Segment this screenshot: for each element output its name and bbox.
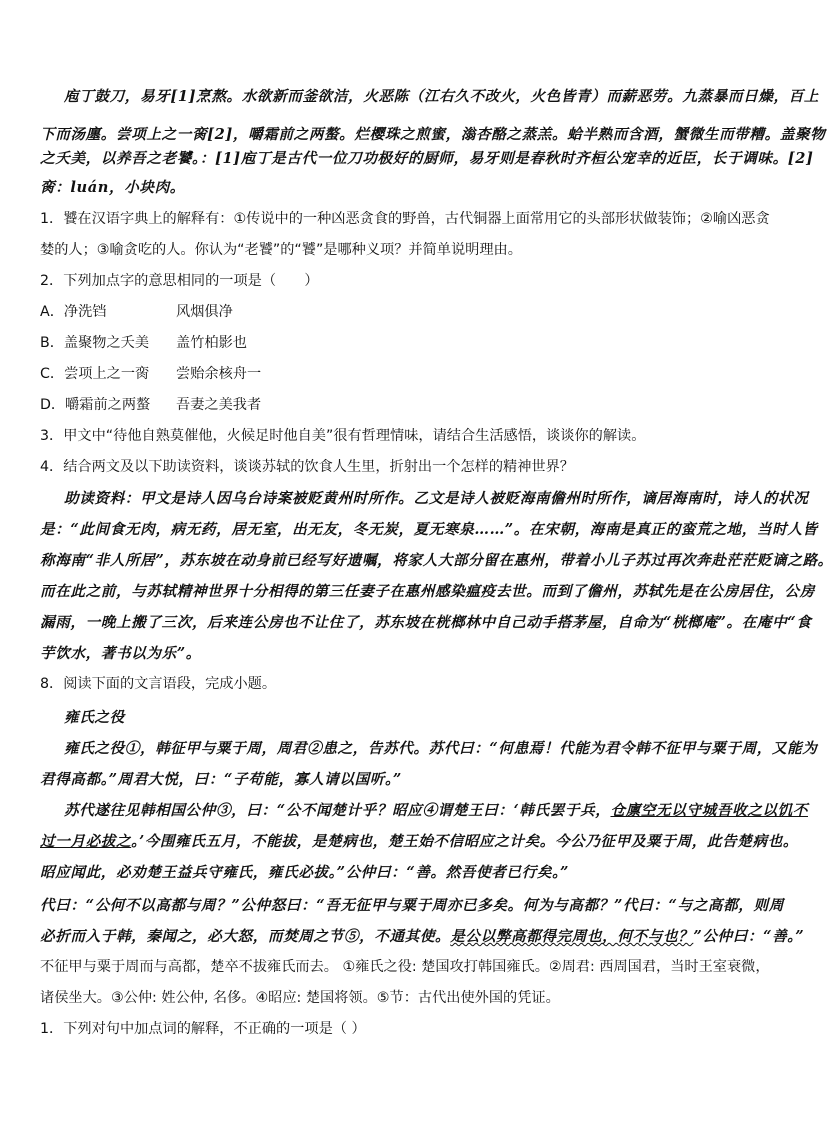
- passage-line: 下而汤廛。尝项上之一脔[2]，嚼霜前之两螯。烂樱珠之煎蜜，滃杏酪之蒸羔。蛤半熟而含酒，蟹微生而带糟。盖聚物: [40, 126, 826, 143]
- question-1-cont: 婪的人；③喻贪吃的人。你认为“老饕”的“饕”是哪种义项？并简单说明理由。: [40, 242, 522, 258]
- option-pair: 盖竹柏影也: [176, 335, 247, 351]
- option-pair: 风烟俱净: [176, 304, 233, 320]
- question-3: 3．甲文中“待他自熟莫催他，火候足时他自美”很有哲理情味，请结合生活感悟，谈谈你的解读。: [40, 428, 646, 444]
- option-b: [40, 332, 760, 352]
- question-8-1: 1．下列对句中加点词的解释，不正确的一项是（ ）: [40, 1021, 366, 1037]
- classical-text-line: [40, 830, 799, 851]
- classical-text-line: [40, 925, 805, 946]
- passage-line: 庖丁鼓刀，易牙[1]烹熬。水欲新而釜欲洁，火恶陈（江右久不改火，火色皆青）而薪恶劳。九蒸暴而日燥，百上: [64, 88, 820, 105]
- option-c: [40, 363, 760, 383]
- reading-aid-line: 是：“此间食无肉，病无药，居无室，出无友，冬无炭，夏无寒泉……”。在宋朝，海南是真正的蛮荒之地，当时人皆: [40, 521, 818, 538]
- text-segment: 苏代遂往见韩相国公仲③，曰：“公不闻楚计乎？昭应④谓楚王曰：‘韩氏罢于兵，: [64, 802, 611, 819]
- classical-text-line: 昭应闻此，必劝楚王益兵守雍氏，雍氏必拔。”公仲曰：“善。然吾使者已行矣。”: [40, 864, 569, 881]
- wavy-underlined-sentence: 是公以弊高都得完周也，何不与也？: [450, 928, 694, 945]
- option-pair: 吾妻之美我者: [176, 397, 262, 413]
- text-segment: 。’今围雍氏五月，不能拔，是楚病也，楚王始不信昭应之计矣。今公乃征甲及粟于周，此告楚病也。: [131, 833, 799, 850]
- option-a: [40, 301, 760, 321]
- underlined-sentence: 过一月必拔之: [40, 833, 132, 850]
- passage-line: 脔：luán，小块肉。: [40, 179, 185, 196]
- classical-text-title: 雍氏之役: [64, 709, 125, 726]
- underlined-sentence: 仓廪空无以守城吾收之以饥不: [610, 802, 808, 819]
- reading-aid-line: 称海南“非人所居”，苏东坡在动身前已经写好遗嘱，将家人大部分留在惠州，带着小儿子苏过再次奔赴茫茫贬谪之路。: [40, 552, 833, 569]
- text-segment: ”公仲曰：“善。”: [693, 928, 805, 945]
- passage-line: 之夭美，以养吾之老饕。：[1]庖丁是古代一位刀功极好的厨师，易牙则是春秋时齐桓公宠幸的近臣，长于调味。[2]: [40, 150, 814, 167]
- option-label: C．尝项上之一脔: [40, 366, 150, 382]
- reading-aid-line: 助读资料：甲文是诗人因乌台诗案被贬黄州时所作。乙文是诗人被贬海南儋州时所作，谪居海南时，诗人的状况: [64, 490, 809, 507]
- option-pair: 尝贻余核舟一: [176, 366, 262, 382]
- option-d: [40, 394, 760, 414]
- classical-text-line: 君得高都。”周君大悦，曰：“子苟能，寡人请以国听。”: [40, 771, 402, 788]
- option-label: A．净洗铛: [40, 304, 107, 320]
- section-8-intro: 8．阅读下面的文言语段，完成小题。: [40, 676, 277, 692]
- classical-text-notes: 诸侯坐大。③公仲: 姓公仲, 名侈。④昭应: 楚国将领。⑤节：古代出使外国的凭证。: [40, 990, 560, 1006]
- question-4: 4．结合两文及以下助读资料，谈谈苏轼的饮食人生里，折射出一个怎样的精神世界？: [40, 459, 574, 475]
- classical-text-line: 代曰：“公何不以高都与周？”公仲怒曰：“吾无征甲与粟于周亦已多矣。何为与高都？”代曰：“与之高都，则周: [40, 897, 784, 914]
- question-1: 1．饕在汉语字典上的解释有：①传说中的一种凶恶贪食的野兽，古代铜器上面常用它的头部形状做装饰；②喻凶恶贪: [40, 211, 770, 227]
- reading-aid-line: 漏雨，一晚上搬了三次，后来连公房也不让住了，苏东坡在桄榔林中自己动手搭茅屋，自命为“桄榔庵”。在庵中“食: [40, 614, 812, 631]
- reading-aid-line: 芋饮水，著书以为乐”。: [40, 645, 201, 662]
- classical-text-line: [64, 799, 808, 820]
- option-label: B．盖聚物之夭美: [40, 335, 150, 351]
- classical-text-notes: 不征甲与粟于周而与高都，楚卒不拔雍氏而去。 ①雍氏之役: 楚国攻打韩国雍氏。②周君: 西周国君，当时王室衰微，: [40, 959, 770, 975]
- question-2: 2．下列加点字的意思相同的一项是（ ）: [40, 273, 319, 289]
- option-label: D．嚼霜前之两螯: [40, 397, 151, 413]
- classical-text-line: 雍氏之役①，韩征甲与粟于周，周君②患之，告苏代。苏代曰：“何患焉！代能为君令韩不征甲与粟于周，又能为: [64, 740, 818, 757]
- text-segment: 必折而入于韩，秦闻之，必大怒，而焚周之节⑤，不通其使。: [40, 928, 451, 945]
- reading-aid-line: 而在此之前，与苏轼精神世界十分相得的第三任妻子在惠州感染瘟疫去世。而到了儋州，苏轼先是在公房居住，公房: [40, 583, 815, 600]
